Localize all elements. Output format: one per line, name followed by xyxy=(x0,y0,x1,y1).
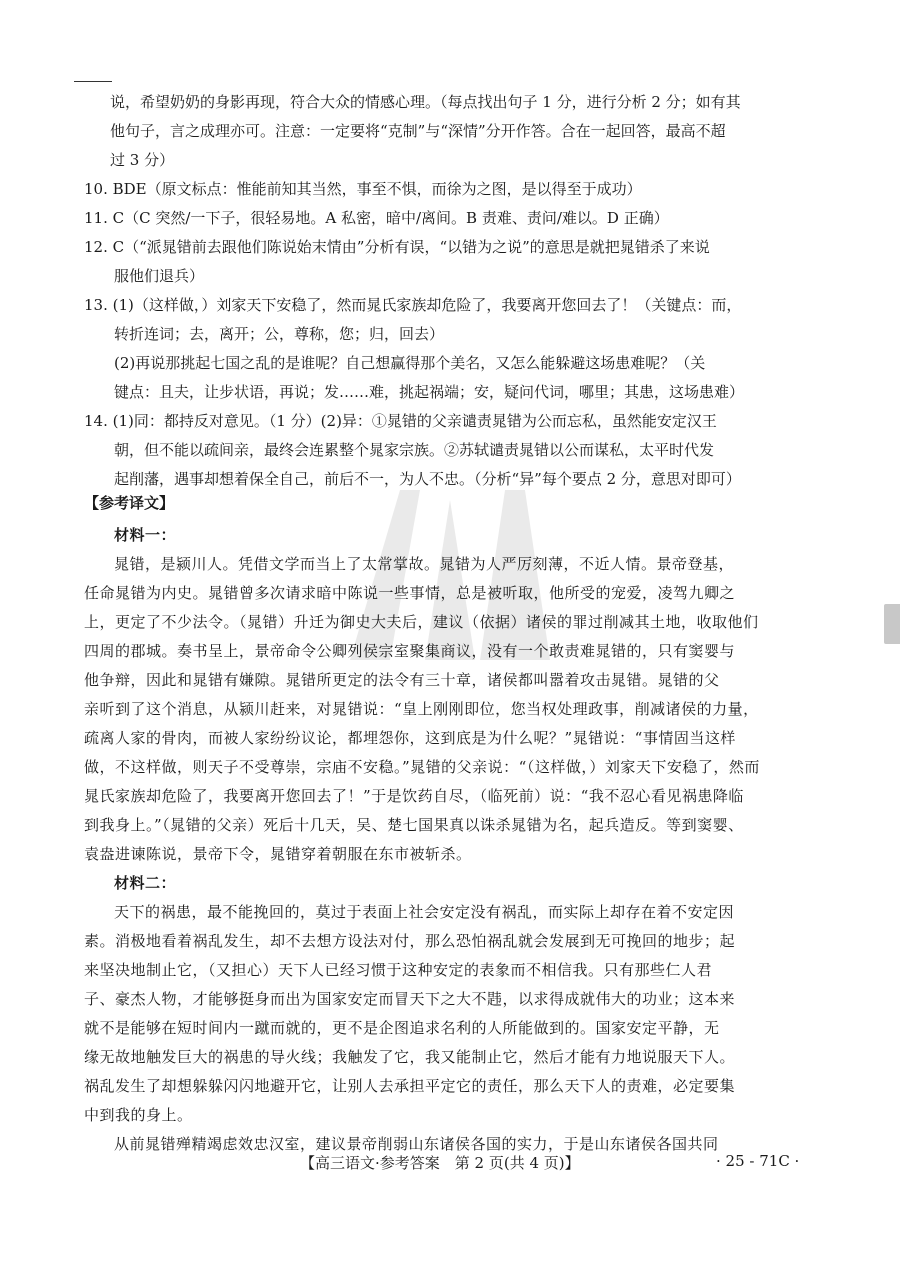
material-2-title: 材料二： xyxy=(114,874,177,892)
scroll-handle[interactable] xyxy=(884,604,900,644)
answer-continuation xyxy=(110,88,820,175)
answer-14-line-2: 朝，但不能以疏间亲，最终会连累整个晁家宗族。②苏轼谴责晁错以公而谋私，太平时代发 xyxy=(114,441,715,459)
text-line: 亲听到了这个消息，从颍川赶来，对晁错说：“皇上刚刚即位，您当权处理政事，削减诸侯的力量， xyxy=(84,700,759,718)
footer-page-info: 【高三语文·参考答案 第 2 页(共 4 页)】 xyxy=(300,1154,580,1172)
text-line: 疏离人家的骨肉，而被人家纷纷议论，都埋怨你，这到底是为什么呢？”晁错说：“事情固当这样 xyxy=(84,729,736,747)
answer-13-1-line-2: 转折连词；去，离开；公，尊称，您；归，回去） xyxy=(114,325,445,343)
text-line: 缘无故地触发巨大的祸患的导火线；我触发了它，我又能制止它，然后才能有力地说服天下人。 xyxy=(84,1048,736,1066)
text-line: 从前晁错殚精竭虑效忠汉室，建议景帝削弱山东诸侯各国的实力，于是山东诸侯各国共同 xyxy=(114,1135,719,1153)
text-line: 就不是能够在短时间内一蹴而就的，更不是企图追求名利的人所能做到的。国家安定平静，无 xyxy=(84,1019,720,1037)
answer-12-line-1: 12. C（“派晁错前去跟他们陈说始末情由”分析有误，“以错为之说”的意思是就把晁错杀了来说 xyxy=(84,238,710,256)
text-line: 素。消极地看着祸乱发生，却不去想方设法对付，那么恐怕祸乱就会发展到无可挽回的地步；起 xyxy=(84,932,736,950)
translation-material-1 xyxy=(84,521,820,1159)
text-line: 上，更定了不少法令。（晁错）升迁为御史大夫后，建议（依据）诸侯的罪过削减其土地，收取他们 xyxy=(84,613,759,631)
answer-14-line-3: 起削藩，遇事却想着保全自己，前后不一，为人不忠。（分析“异”每个要点 2 分，意思对即可） xyxy=(114,470,741,488)
text-line: 四周的郡城。奏书呈上，景帝命令公卿列侯宗室聚集商议，没有一个敢责难晁错的，只有窦婴与 xyxy=(84,642,736,660)
answer-14-line-1: 14. (1)同：都持反对意见。（1 分）(2)异：①晁错的父亲谴责晁错为公而忘私，虽然能安定汉王 xyxy=(84,412,717,430)
text-line: 袁盎进谏陈说，景帝下令，晁错穿着朝服在东市被斩杀。 xyxy=(84,845,472,863)
text-line: 说，希望奶奶的身影再现，符合大众的情感心理。（每点找出句子 1 分，进行分析 2 分；如有其 xyxy=(110,93,741,111)
text-line: 来坚决地制止它，（又担心）天下人已经习惯于这种安定的表象而不相信我。只有那些仁人君 xyxy=(84,961,713,979)
text-line: 到我身上。”（晁错的父亲）死后十几天，吴、楚七国果真以诛杀晁错为名，起兵造反。等到窦婴、 xyxy=(84,816,744,834)
footer-code: · 25 - 71C · xyxy=(716,1152,800,1170)
translation-heading: 【参考译文】 xyxy=(84,494,175,512)
text-line: 天下的祸患，最不能挽回的，莫过于表面上社会安定没有祸乱，而实际上却存在着不安定因 xyxy=(114,903,735,921)
answer-13-2-line-2: 键点：且夫，让步状语，再说；发……难，挑起祸端；安，疑问代词，哪里；其患，这场患难） xyxy=(114,383,745,401)
answer-13-2-line-1: (2)再说那挑起七国之乱的是谁呢？自己想赢得那个美名，又怎么能躲避这场患难呢？（关 xyxy=(114,354,706,372)
text-line: 子、豪杰人物，才能够挺身而出为国家安定而冒天下之大不韪，以求得成就伟大的功业；这本来 xyxy=(84,990,736,1008)
question-10 xyxy=(84,175,820,494)
text-line: 中到我的身上。 xyxy=(84,1106,193,1124)
answer-11: 11. C（C 突然/一下子，很轻易地。A 私密，暗中/离间。B 责难、责问/难以。D 正确） xyxy=(84,209,669,227)
text-line: 晁错，是颍川人。凭借文学而当上了太常掌故。晁错为人严厉刻薄，不近人情。景帝登基， xyxy=(114,555,735,573)
text-line: 过 3 分） xyxy=(110,151,175,169)
material-1-title: 材料一： xyxy=(114,526,177,544)
text-line: 他句子，言之成理亦可。注意：一定要将“克制”与“深情”分开作答。合在一起回答，最高不超 xyxy=(110,122,726,140)
text-line: 他争辩，因此和晁错有嫌隙。晁错所更定的法令有三十章，诸侯都叫嚣着攻击晁错。晁错的父 xyxy=(84,671,720,689)
text-line: 任命晁错为内史。晁错曾多次请求暗中陈说一些事情，总是被听取，他所受的宠爱，凌驾九卿之 xyxy=(84,584,736,602)
text-line: 晁氏家族却危险了，我要离开您回去了！”于是饮药自尽，（临死前）说：“我不忍心看见祸患降临 xyxy=(84,787,744,805)
answer-12-line-2: 服他们退兵） xyxy=(114,267,205,285)
text-line: 做，不这样做，则天子不受尊崇，宗庙不安稳。”晁错的父亲说：“（这样做，）刘家天下安稳了，然而 xyxy=(84,758,760,776)
answer-13-1-line-1: 13. (1)（这样做，）刘家天下安稳了，然而晁氏家族却危险了，我要离开您回去了！（关键点：而， xyxy=(84,296,742,314)
answer-10: 10. BDE（原文标点：惟能前知其当然，事至不惧，而徐为之图，是以得至于成功） xyxy=(84,180,642,198)
top-rule xyxy=(74,81,112,82)
text-line: 祸乱发生了却想躲躲闪闪地避开它，让别人去承担平定它的责任，那么天下人的责难，必定要集 xyxy=(84,1077,736,1095)
